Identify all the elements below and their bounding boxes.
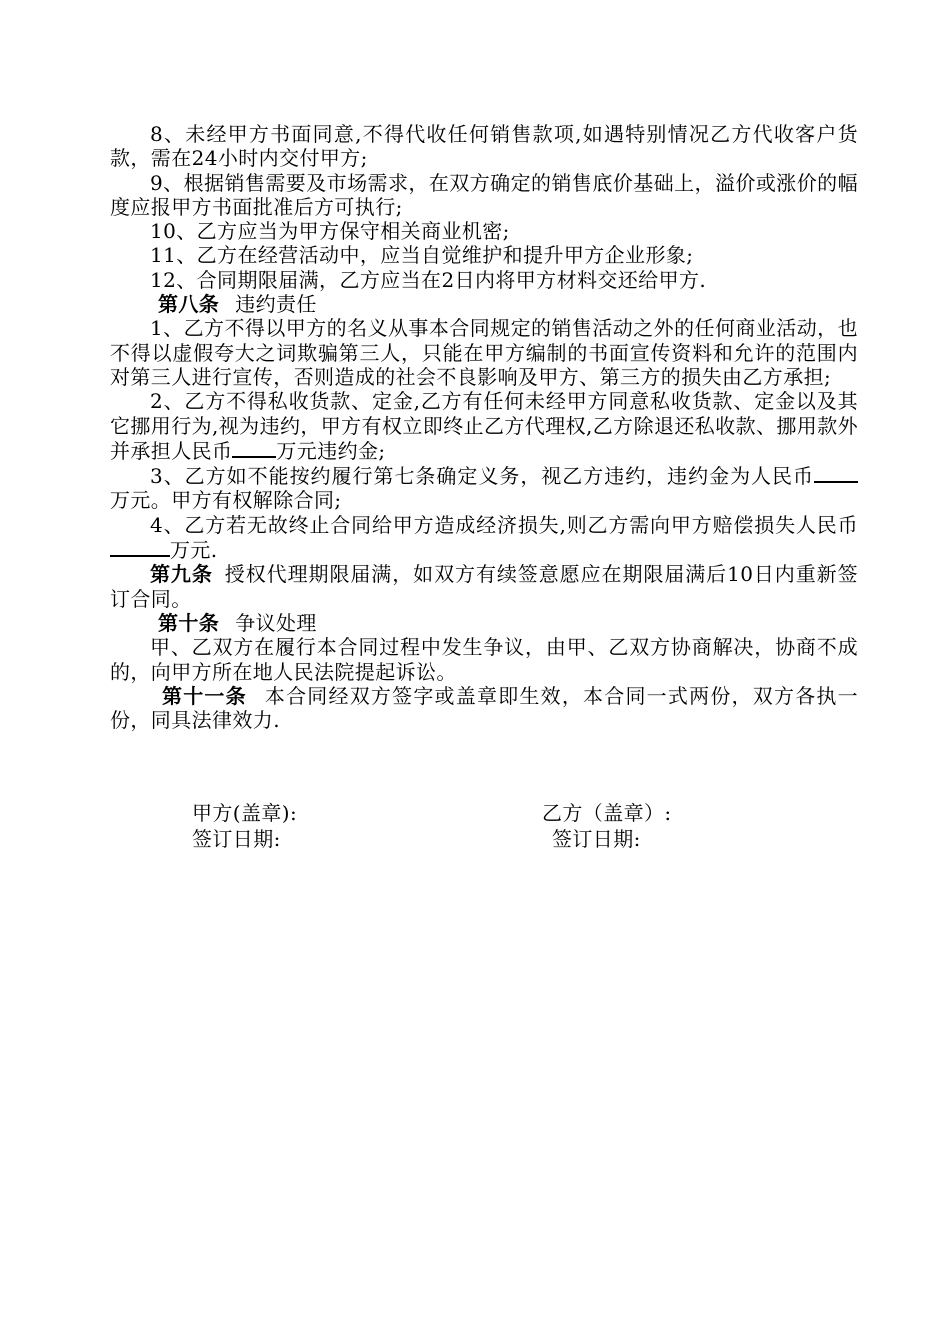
article-8-item-3-text-b: 万元。甲方有权解除合同; [110,488,342,513]
blank-amount-2 [814,463,858,483]
article-8-item-4 [110,513,858,563]
party-a-signature [192,800,297,852]
article-8-title: 第八条 [158,292,220,317]
article-11-text: 本合同经双方签字或盖章即生效，本合同一式两份，双方各执一份，同具法律效力. [110,683,858,733]
party-b-date-label: 签订日期: [552,827,641,851]
clause-8: 8、未经甲方书面同意,不得代收任何销售款项,如遇特别情况乙方代收客户货款，需在24小时内交付甲方; [110,122,858,171]
clause-12: 12、合同期限届满，乙方应当在2日内将甲方材料交还给甲方. [150,267,707,292]
article-8-heading [110,292,858,316]
article-11-title: 第十一条 [162,683,247,708]
article-8-item-2 [110,389,858,463]
article-8-item-4-text-b: 万元. [170,538,218,563]
article-8-name: 违约责任 [235,292,317,317]
article-8-item-1: 1、乙方不得以甲方的名义从事本合同规定的销售活动之外的任何商业活动，也不得以虚假夸大之词欺骗第三人，只能在甲方编制的书面宣传资料和允许的范围内对第三人进行宣传，否则造成的社会不良影响及甲方、第三方的损失由乙方承担; [110,316,858,389]
party-b-seal-label: 乙方（盖章）: [542,801,672,825]
article-8-item-2-text-b: 万元违约金; [276,438,386,463]
article-10-title: 第十条 [158,610,220,635]
article-11 [110,684,858,733]
clause-11: 11、乙方在经营活动中，应当自觉维护和提升甲方企业形象; [150,243,694,268]
clause-9: 9、根据销售需要及市场需求，在双方确定的销售底价基础上，溢价或涨价的幅度应报甲方书面批准后方可执行; [110,170,858,219]
contract-page [110,122,858,732]
article-8-item-4-text-a: 4、乙方若无故终止合同给甲方造成经济损失,则乙方需向甲方赔偿损失人民币 [150,512,858,537]
party-a-seal-label: 甲方(盖章): [192,801,298,825]
article-9-text: 授权代理期限届满，如双方有续签意愿应在期限届满后10日内重新签订合同。 [110,562,858,611]
clause-10: 10、乙方应当为甲方保守相关商业机密; [150,219,510,244]
article-9 [110,562,858,611]
article-10-name: 争议处理 [235,610,317,635]
blank-amount-3 [110,537,170,557]
article-10-text: 甲、乙双方在履行本合同过程中发生争议，由甲、乙双方协商解决，协商不成的，向甲方所在地人民法院提起诉讼。 [110,635,858,684]
blank-amount-1 [232,438,276,458]
party-b-signature [542,800,672,852]
article-10-heading [110,611,858,635]
article-8-item-2-text-a: 2、乙方不得私收货款、定金,乙方有任何未经甲方同意私收货款、定金以及其它挪用行为,视为违约，甲方有权立即终止乙方代理权,乙方除退还私收款、挪用款外并承担人民币 [110,389,858,463]
article-8-item-3-text-a: 3、乙方如不能按约履行第七条确定义务，视乙方违约，违约金为人民币 [150,464,814,489]
article-9-title: 第九条 [150,562,213,587]
article-8-item-3 [110,463,858,513]
party-a-date-label: 签订日期: [192,827,281,851]
